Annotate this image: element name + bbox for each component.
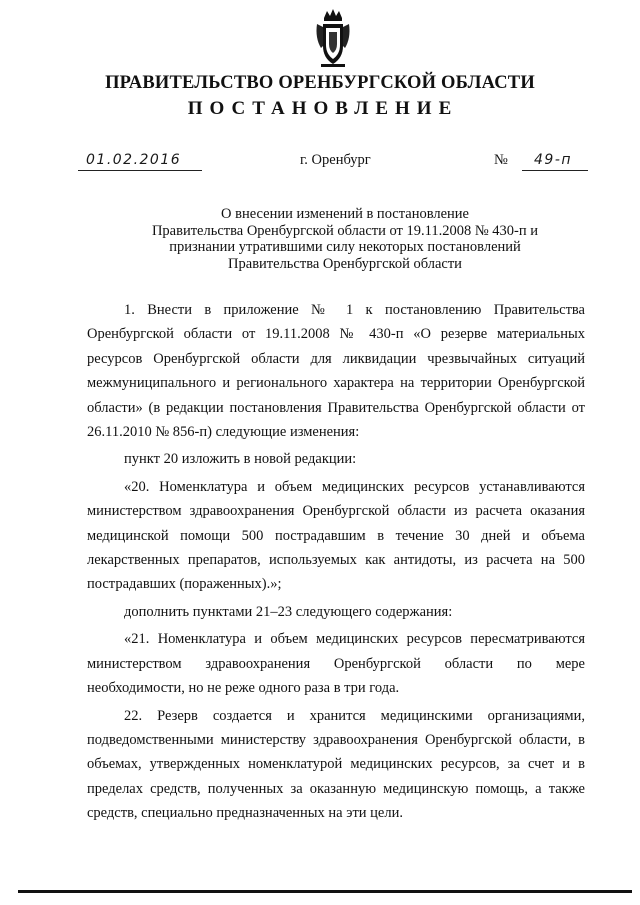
number-label: № [494,152,508,168]
subject-line: признании утратившими силу некоторых постановлений [169,239,521,255]
subject-line: О внесении изменений в постановление [221,206,469,222]
document-type-title: ПОСТАНОВЛЕНИЕ [187,98,459,119]
subject-line: Правительства Оренбургской области от 19.11.2008 № 430-п и [151,222,539,239]
paragraph-6: 22. Резерв создается и хранится медицинскими организациями, подведомственными министерству здравоохранения Оренбургской области, в объемах, утвержденных номенклатурой медицинских ресурсов, за счет и в пределах средств, полученных за оказанную медицинскую помощь, а также средств, специально предназначенных на эти цели. [87,707,585,822]
paragraph-5: «21. Номенклатура и объем медицинских ресурсов пересматриваются министерством здравоохранения Оренбургской области по мере необходимости, но не реже одного раза в три года. [87,631,585,697]
document-meta-row [78,152,588,174]
document-number: 49-п [534,152,573,168]
subject-line: Правительства Оренбургской области [228,255,462,272]
coat-of-arms-icon [313,8,353,70]
document-city: г. Оренбург [300,152,371,168]
government-title: ПРАВИТЕЛЬСТВО ОРЕНБУРГСКОЙ ОБЛАСТИ [105,73,535,93]
paragraph-2: пункт 20 изложить в новой редакции: [124,451,357,468]
paragraph-1: 1. Внести в приложение № 1 к постановлению Правительства Оренбургской области от 19.11.2008 № 430-п «О резерве материальных ресурсов Оренбургской области для ликвидации чрезвычайных ситуаций межмуниципального и регионального характера на территории Оренбургской области» (в редакции постановления Правительства Оренбургской области от 26.11.2010 № 856-п) следующие изменения: [87,302,585,441]
paragraph-4: дополнить пунктами 21–23 следующего содержания: [124,603,453,620]
document-body [87,298,585,826]
page-bottom-rule [18,890,632,893]
document-subject [100,206,590,272]
document-date: 01.02.2016 [86,152,182,168]
paragraph-3: «20. Номенклатура и объем медицинских ресурсов устанавливаются министерством здравоохранения Оренбургской области из расчета оказания медицинской помощи 500 пострадавшим в течение 30 дней и объема лекарственных препаратов, используемых как антидоты, из расчета на 500 пострадавших (пораженных).»; [87,478,585,593]
